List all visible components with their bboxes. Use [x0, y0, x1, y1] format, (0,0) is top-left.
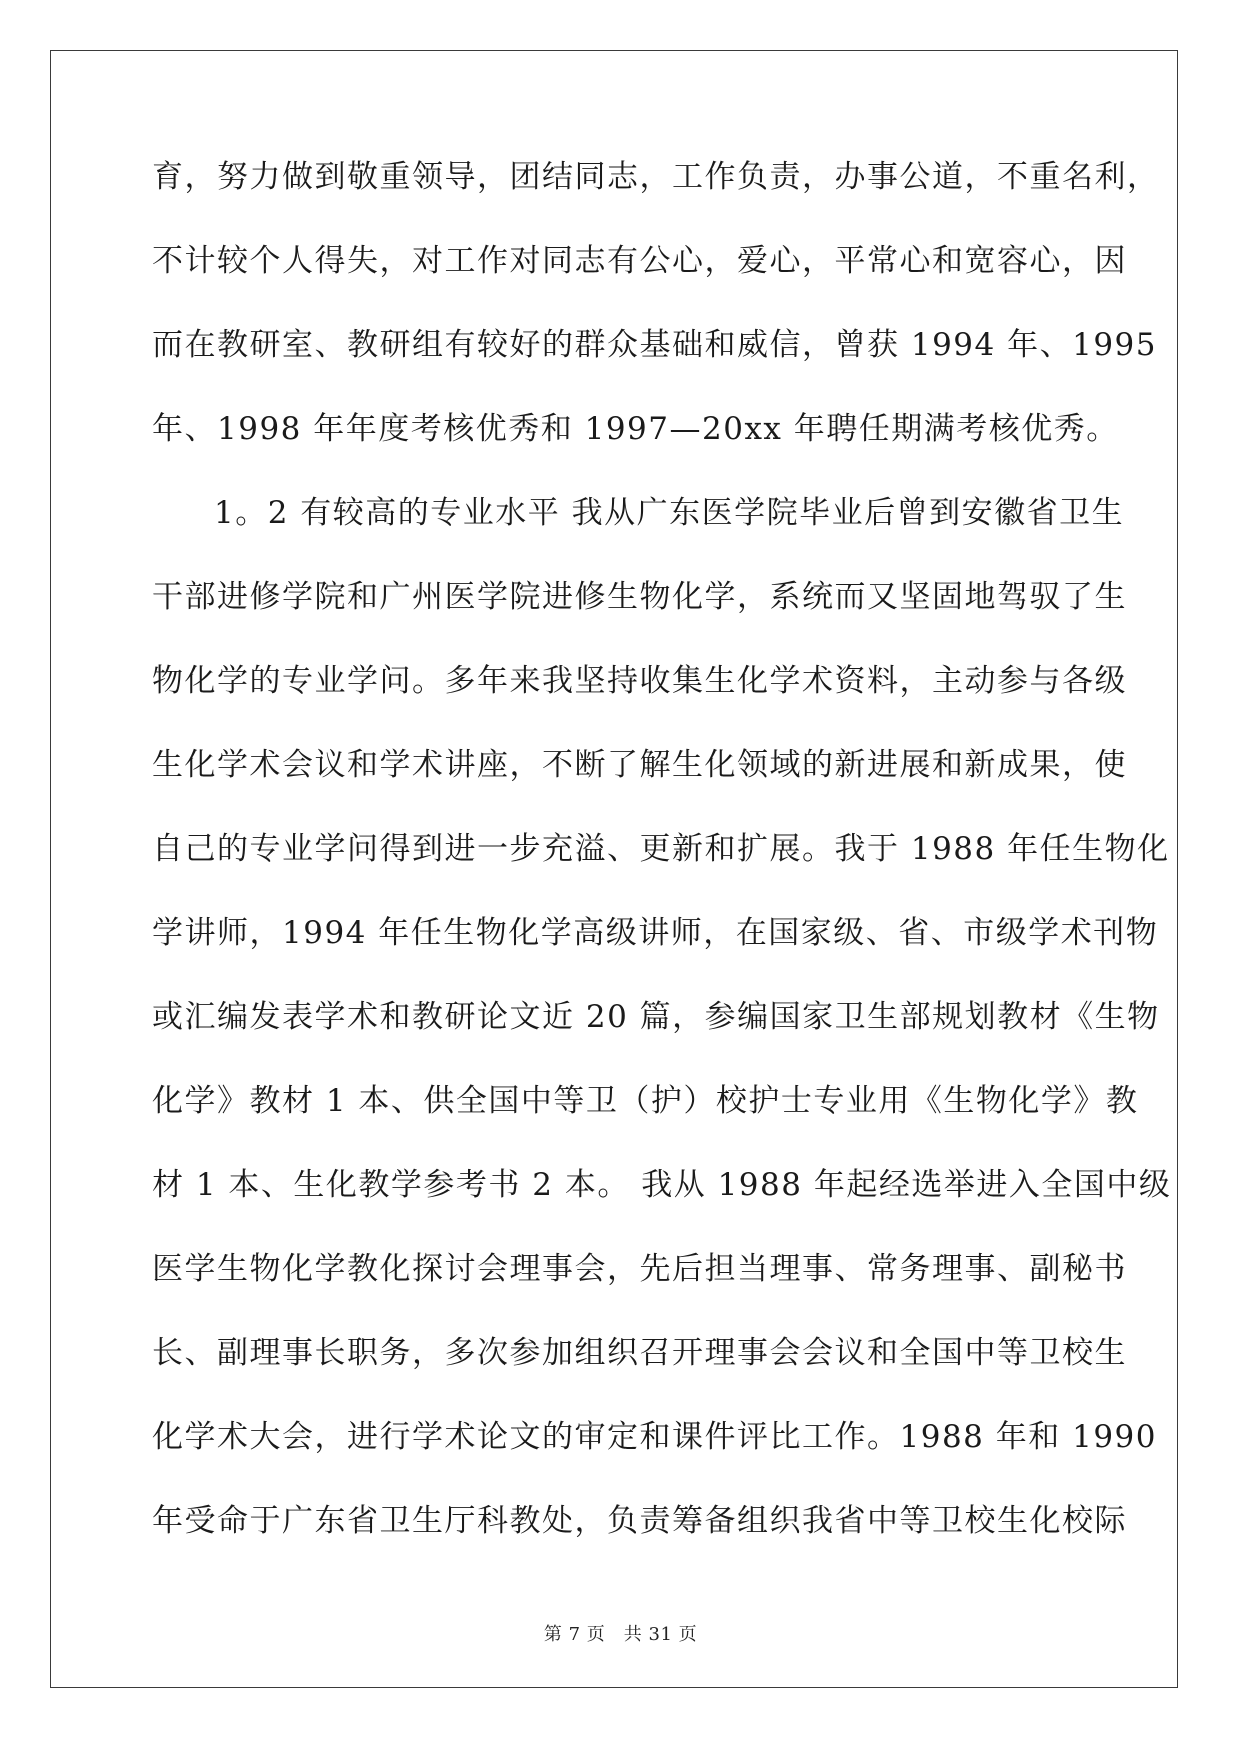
text-line-13: 材 1 本、生化教学参考书 2 本。 我从 1988 年起经选举进入全国中级	[152, 1167, 1172, 1203]
page-footer	[0, 1620, 1241, 1646]
text-line-5: 1。2 有较高的专业水平 我从广东医学院毕业后曾到安徽省卫生	[214, 495, 1125, 531]
text-line-4: 年、1998 年年度考核优秀和 1997—20xx 年聘任期满考核优秀。	[152, 411, 1119, 447]
text-line-11: 或汇编发表学术和教研论文近 20 篇，参编国家卫生部规划教材《生物	[152, 999, 1160, 1035]
text-line-14: 医学生物化学教化探讨会理事会，先后担当理事、常务理事、副秘书	[152, 1251, 1127, 1287]
text-line-10: 学讲师，1994 年任生物化学高级讲师，在国家级、省、市级学术刊物	[152, 915, 1159, 951]
text-line-1: 育，努力做到敬重领导，团结同志，工作负责，办事公道，不重名利，	[152, 159, 1160, 195]
text-line-17: 年受命于广东省卫生厅科教处，负责筹备组织我省中等卫校生化校际	[152, 1503, 1127, 1539]
text-line-9: 自己的专业学问得到进一步充溢、更新和扩展。我于 1988 年任生物化	[152, 831, 1170, 867]
document-body	[152, 159, 1172, 1590]
text-line-3: 而在教研室、教研组有较好的群众基础和威信，曾获 1994 年、1995	[152, 327, 1157, 363]
page-number-label: 第 7 页 共 31 页	[543, 1624, 698, 1645]
text-line-2: 不计较个人得失，对工作对同志有公心，爱心，平常心和宽容心，因	[152, 243, 1127, 279]
text-line-7: 物化学的专业学问。多年来我坚持收集生化学术资料，主动参与各级	[152, 663, 1127, 699]
text-line-8: 生化学术会议和学术讲座，不断了解生化领域的新进展和新成果，使	[152, 747, 1127, 783]
text-line-6: 干部进修学院和广州医学院进修生物化学，系统而又坚固地驾驭了生	[152, 579, 1127, 615]
text-line-15: 长、副理事长职务，多次参加组织召开理事会会议和全国中等卫校生	[152, 1335, 1127, 1371]
text-line-12: 化学》教材 1 本、供全国中等卫（护）校护士专业用《生物化学》教	[152, 1083, 1139, 1119]
text-line-16: 化学术大会，进行学术论文的审定和课件评比工作。1988 年和 1990	[152, 1419, 1157, 1455]
